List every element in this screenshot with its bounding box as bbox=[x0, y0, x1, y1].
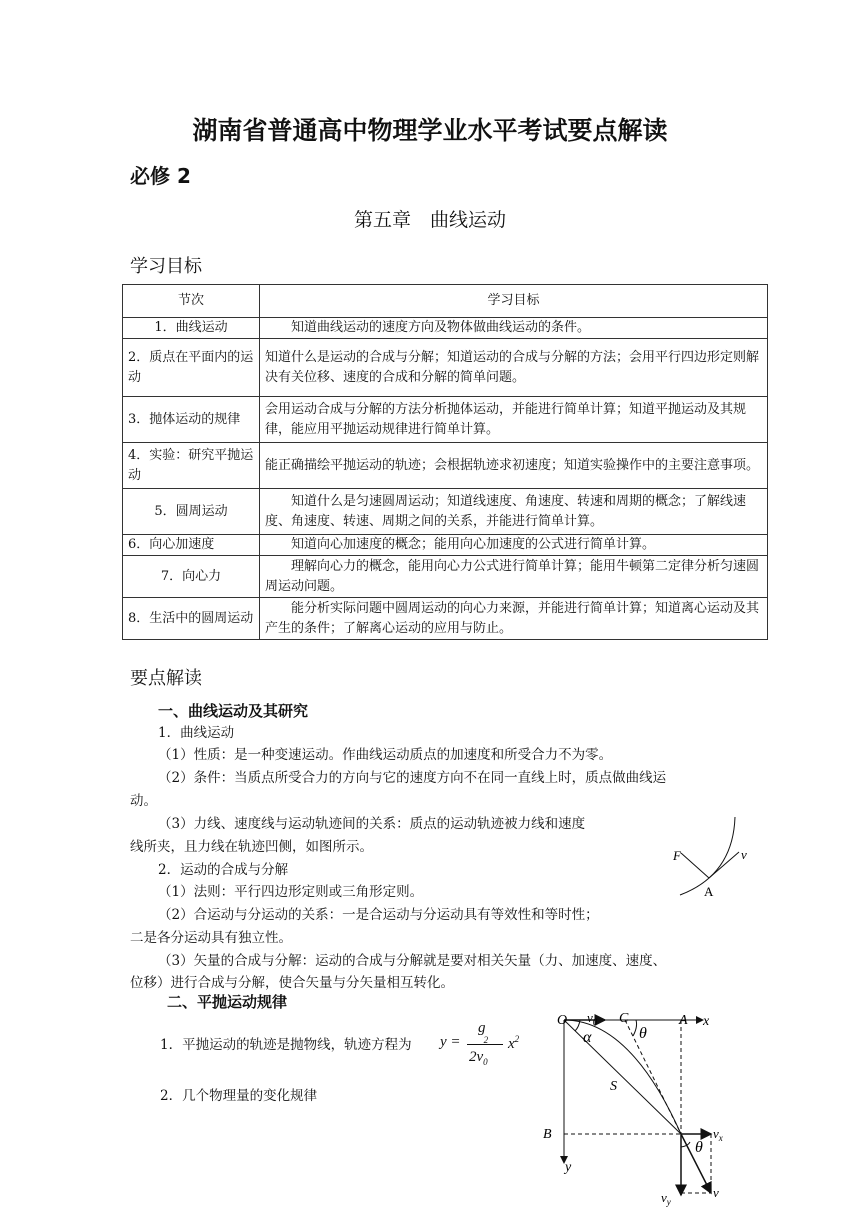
paragraph: （1）法则：平行四边形定则或三角形定则。 bbox=[158, 884, 424, 900]
label-A: A bbox=[679, 1013, 688, 1028]
label-C: C bbox=[619, 1011, 629, 1026]
label-vy: $v_y$ bbox=[661, 1190, 671, 1207]
document-title: 湖南省普通高中物理学业水平考试要点解读 bbox=[192, 116, 668, 145]
label-S: S bbox=[610, 1079, 617, 1094]
label-theta2: θ bbox=[695, 1139, 703, 1156]
goals-heading: 学习目标 bbox=[130, 256, 202, 277]
paragraph: 线所夹，且力线在轨迹凹侧，如图所示。 bbox=[130, 839, 373, 855]
table-row bbox=[123, 535, 768, 556]
paragraph: 1．曲线运动 bbox=[158, 725, 235, 741]
paragraph: （3）矢量的合成与分解：运动的合成与分解就是要对相关矢量（力、加速度、速度、 bbox=[158, 953, 667, 969]
formula-lhs: y = bbox=[440, 1034, 461, 1050]
formula-numerator: g bbox=[478, 1020, 486, 1036]
label-v0: $v_0$ bbox=[587, 1010, 598, 1027]
row-goal: 知道曲线运动的速度方向及物体做曲线运动的条件。 bbox=[260, 318, 768, 339]
row-goal: 知道什么是匀速圆周运动；知道线速度、角速度、转速和周期的概念；了解线速度、角速度、转速、周期之间的关系，并能进行简单计算。 bbox=[260, 489, 768, 535]
learning-goals-table bbox=[122, 284, 768, 640]
paragraph: 动。 bbox=[130, 793, 157, 809]
paragraph: （2）合运动与分运动的关系：一是合运动与分运动具有等效性和等时性； bbox=[158, 907, 599, 923]
row-section: 5．圆周运动 bbox=[123, 489, 260, 535]
row-section: 1．曲线运动 bbox=[123, 318, 260, 339]
paragraph: （1）性质：是一种变速运动。作曲线运动质点的加速度和所受合力不为零。 bbox=[158, 747, 613, 763]
row-goal: 理解向心力的概念，能用向心力公式进行简单计算；能用牛顿第二定律分析匀速圆周运动问题。 bbox=[260, 556, 768, 598]
label-alpha: α bbox=[583, 1029, 592, 1046]
paragraph: 2．几个物理量的变化规律 bbox=[160, 1088, 318, 1104]
label-v: v bbox=[741, 847, 747, 862]
tangent-line bbox=[625, 1020, 681, 1134]
trajectory-formula bbox=[440, 1020, 535, 1072]
row-goal: 能正确描绘平抛运动的轨迹；会根据轨迹求初速度；知道实验操作中的主要注意事项。 bbox=[260, 443, 768, 489]
table-row bbox=[123, 397, 768, 443]
row-goal: 会用运动合成与分解的方法分析抛体运动，并能进行简单计算；知道平抛运动及其规律，能应用平抛运动规律进行简单计算。 bbox=[260, 397, 768, 443]
row-goal: 知道什么是运动的合成与分解；知道运动的合成与分解的方法；会用平行四边形定则解决有关位移、速度的合成和分解的简单问题。 bbox=[260, 339, 768, 397]
force-velocity-figure bbox=[665, 815, 760, 905]
paragraph: （3）力线、速度线与运动轨迹间的关系：质点的运动轨迹被力线和速度 bbox=[158, 816, 586, 832]
row-section: 4．实验：研究平抛运动 bbox=[123, 443, 260, 489]
label-v: v bbox=[713, 1185, 719, 1200]
table-row bbox=[123, 489, 768, 535]
table-row bbox=[123, 318, 768, 339]
label-A: A bbox=[704, 884, 714, 899]
projectile-motion-figure bbox=[535, 1005, 735, 1210]
table-row bbox=[123, 339, 768, 397]
label-O: O bbox=[557, 1013, 568, 1028]
table-row bbox=[123, 598, 768, 640]
row-section: 2．质点在平面内的运动 bbox=[123, 339, 260, 397]
row-section: 8．生活中的圆周运动 bbox=[123, 598, 260, 640]
table-row bbox=[123, 443, 768, 489]
paragraph: 位移）进行合成与分解，使合矢量与分矢量相互转化。 bbox=[130, 975, 454, 991]
header-goal: 学习目标 bbox=[260, 285, 768, 318]
label-y: y bbox=[565, 1160, 572, 1175]
label-theta: θ bbox=[639, 1025, 647, 1042]
row-section: 7．向心力 bbox=[123, 556, 260, 598]
header-section: 节次 bbox=[123, 285, 260, 318]
label-B: B bbox=[543, 1127, 552, 1142]
row-section: 6．向心加速度 bbox=[123, 535, 260, 556]
label-vx: $v_x$ bbox=[713, 1126, 723, 1143]
label-x: x bbox=[703, 1014, 710, 1029]
chapter-heading: 第五章 曲线运动 bbox=[353, 209, 506, 231]
displacement-line bbox=[564, 1020, 681, 1134]
key-points-heading: 要点解读 bbox=[130, 668, 202, 689]
paragraph: 1．平抛运动的轨迹是抛物线，轨迹方程为 bbox=[160, 1037, 412, 1053]
paragraph: 2．运动的合成与分解 bbox=[158, 862, 289, 878]
row-goal: 能分析实际问题中圆周运动的向心力来源，并能进行简单计算；知道离心运动及其产生的条件；了解离心运动的应用与防止。 bbox=[260, 598, 768, 640]
paragraph: 二是各分运动具有独立性。 bbox=[130, 930, 292, 946]
row-section: 3．抛体运动的规律 bbox=[123, 397, 260, 443]
theta-arc bbox=[633, 1020, 637, 1036]
row-goal: 知道向心加速度的概念；能用向心加速度的公式进行简单计算。 bbox=[260, 535, 768, 556]
label-F: F bbox=[673, 848, 681, 863]
formula-denominator: $2v_0^2$ bbox=[469, 1035, 489, 1067]
table-header-row bbox=[123, 285, 768, 318]
table-row bbox=[123, 556, 768, 598]
formula-rhs: $x^2$ bbox=[508, 1034, 520, 1052]
part1-heading: 一、曲线运动及其研究 bbox=[158, 702, 309, 720]
force-line bbox=[681, 853, 709, 878]
paragraph: （2）条件：当质点所受合力的方向与它的速度方向不在同一直线上时，质点做曲线运 bbox=[158, 770, 667, 786]
velocity-line bbox=[709, 852, 739, 878]
part2-heading: 二、平抛运动规律 bbox=[167, 993, 288, 1011]
book-heading: 必修 2 bbox=[130, 164, 191, 188]
